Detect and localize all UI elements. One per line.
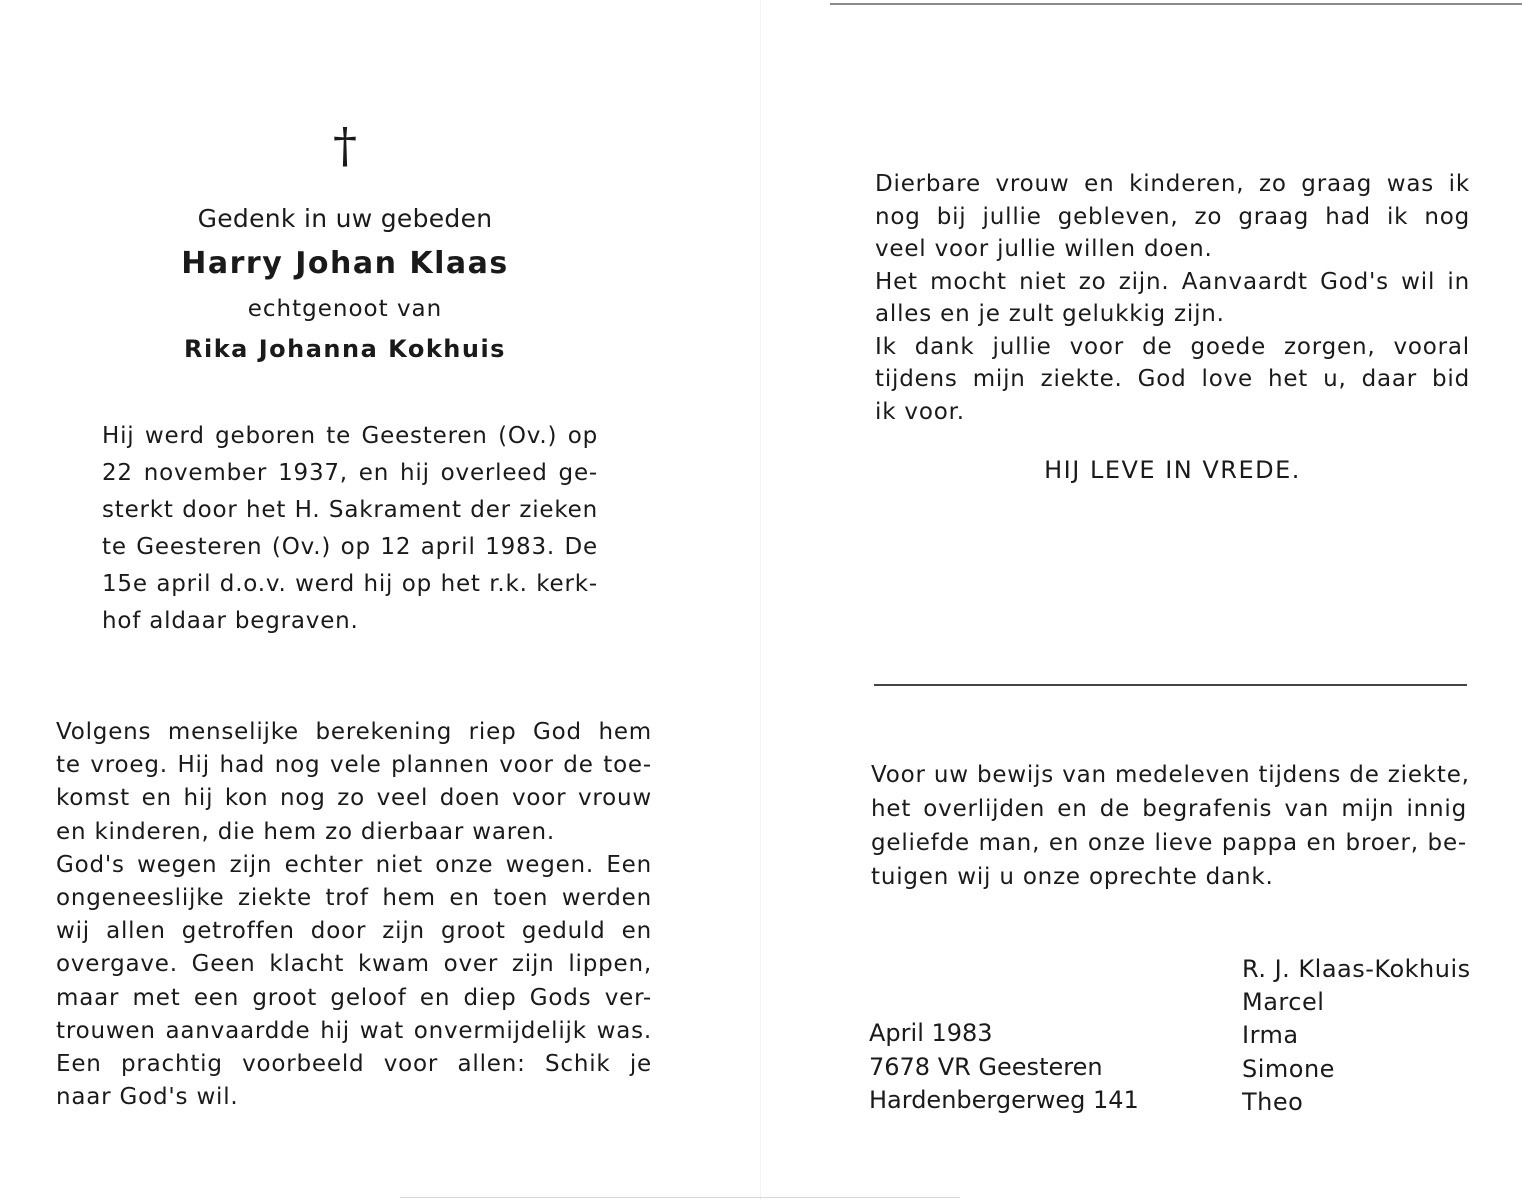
biography-line: te Geesteren (Ov.) op 12 april 1983. De bbox=[102, 534, 598, 560]
biography-line: 22 november 1937, en hij overleed ge- bbox=[102, 460, 598, 486]
family-member: Theo bbox=[1242, 1087, 1304, 1116]
thanks-line: tuigen wij u onze oprechte dank. bbox=[871, 864, 1274, 890]
reflection-line: ongeneeslijke ziekte trof hem en toen werden bbox=[56, 884, 652, 911]
family-member: Simone bbox=[1242, 1054, 1335, 1083]
date: April 1983 bbox=[869, 1019, 993, 1047]
biography-line: 15e april d.o.v. werd hij op het r.k. kerk- bbox=[102, 571, 598, 597]
family-member: Irma bbox=[1242, 1021, 1299, 1050]
address-block bbox=[869, 1017, 1139, 1118]
farewell-line: Ik dank jullie voor de goede zorgen, vooral bbox=[875, 333, 1470, 360]
farewell-line: tijdens mijn ziekte. God love het u, daar bid bbox=[875, 366, 1470, 392]
family-member: Marcel bbox=[1242, 988, 1325, 1017]
reflection-line: Een prachtig voorbeeld voor allen: Schik je bbox=[56, 1050, 652, 1077]
farewell-line: Dierbare vrouw en kinderen, zo graag was ik bbox=[875, 171, 1470, 197]
reflection-line: overgave. Geen klacht kwam over zijn lippen, bbox=[56, 951, 652, 978]
biography-line: sterkt door het H. Sakrament der zieken bbox=[102, 497, 598, 523]
postal-code-city: 7678 VR Geesteren bbox=[869, 1052, 1103, 1081]
section-divider bbox=[874, 684, 1467, 686]
reflection-line: te vroeg. Hij had nog vele plannen voor de toe- bbox=[56, 752, 652, 779]
farewell-line: alles en je zult gelukkig zijn. bbox=[875, 301, 1225, 327]
family-signatures bbox=[1242, 953, 1471, 1119]
spouse-name: Rika Johanna Kokhuis bbox=[184, 335, 506, 363]
reflection-line: God's wegen zijn echter niet onze wegen. Een bbox=[56, 851, 652, 878]
farewell-paragraph bbox=[875, 168, 1470, 428]
thanks-line: Voor uw bewijs van medeleven tijdens de ziekte, bbox=[871, 762, 1470, 788]
farewell-line: veel voor jullie willen doen. bbox=[875, 236, 1213, 262]
reflection-paragraph bbox=[56, 716, 652, 1114]
reflection-line: Volgens menselijke berekening riep God hem bbox=[56, 719, 652, 745]
family-member: R. J. Klaas-Kokhuis bbox=[1242, 955, 1471, 983]
thanks-paragraph bbox=[871, 758, 1470, 894]
biography-line: hof aldaar begraven. bbox=[102, 608, 359, 634]
street-address: Hardenbergerweg 141 bbox=[869, 1086, 1139, 1114]
reflection-line: komst en hij kon nog zo veel doen voor vrouw bbox=[56, 785, 652, 812]
thanks-line: geliefde man, en onze lieve pappa en broer, be- bbox=[871, 830, 1467, 856]
thanks-line: het overlijden en de begrafenis van mijn innig bbox=[871, 796, 1467, 822]
left-page bbox=[0, 0, 760, 1200]
deceased-name: Harry Johan Klaas bbox=[181, 246, 509, 281]
farewell-line: Het mocht niet zo zijn. Aanvaardt God's wil in bbox=[875, 268, 1470, 295]
reflection-line: wij allen getroffen door zijn groot geduld en bbox=[56, 918, 652, 945]
cross-icon: † bbox=[333, 118, 357, 174]
reflection-line: naar God's wil. bbox=[56, 1084, 239, 1111]
rest-in-peace: HIJ LEVE IN VREDE. bbox=[1044, 456, 1301, 484]
biography bbox=[102, 418, 598, 640]
farewell-line: nog bij jullie gebleven, zo graag had ik nog bbox=[875, 203, 1470, 230]
reflection-line: en kinderen, die hem zo dierbaar waren. bbox=[56, 818, 555, 845]
reflection-line: trouwen aanvaardde hij wat onvermijdelijk was. bbox=[56, 1017, 652, 1044]
farewell-line: ik voor. bbox=[875, 398, 965, 425]
biography-line: Hij werd geboren te Geesteren (Ov.) op bbox=[102, 423, 598, 449]
remembrance-heading: Gedenk in uw gebeden bbox=[197, 204, 493, 233]
reflection-line: maar met een groot geloof en diep Gods ver- bbox=[56, 984, 652, 1011]
spouse-label: echtgenoot van bbox=[247, 296, 443, 322]
